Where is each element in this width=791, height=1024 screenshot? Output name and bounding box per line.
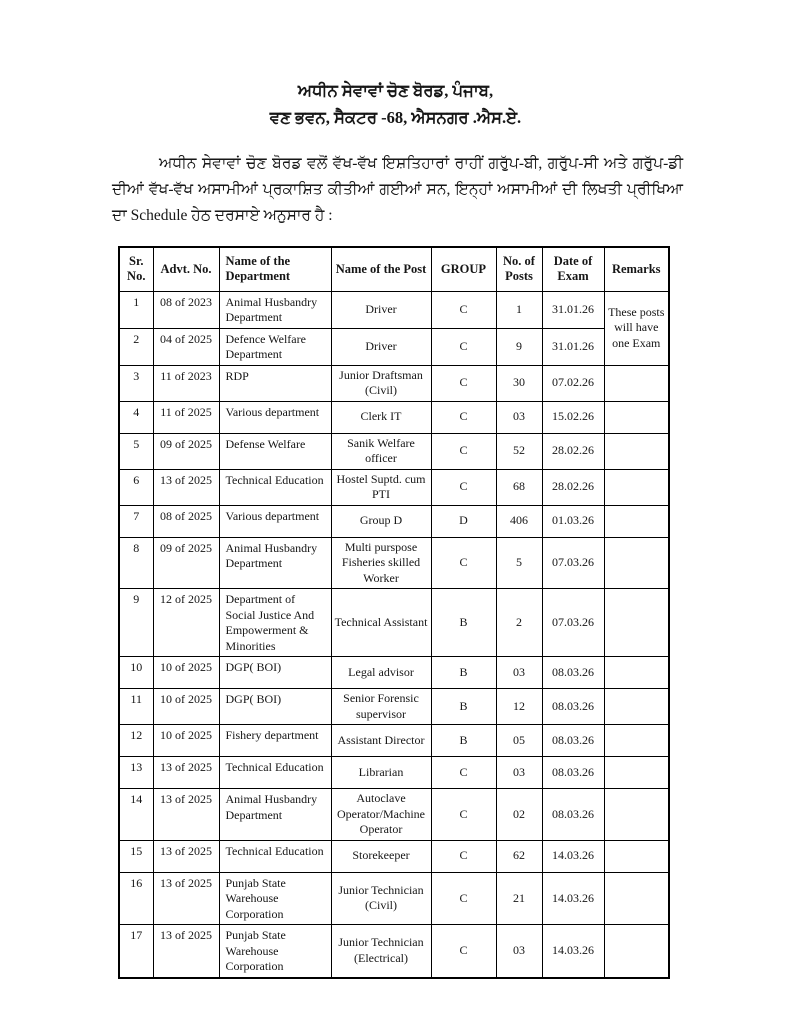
cell-post-name: Sanik Welfare officer [331,433,431,469]
cell-group: C [431,469,496,505]
cell-remarks [604,725,669,757]
table-row [119,589,669,657]
cell-department: Defense Welfare [219,433,331,469]
cell-sr-no: 9 [119,589,153,657]
cell-sr-no: 6 [119,469,153,505]
cell-advt-no: 13 of 2025 [153,789,219,841]
cell-sr-no: 7 [119,505,153,537]
cell-date-of-exam: 07.03.26 [542,537,604,589]
table-row [119,505,669,537]
cell-no-of-posts: 68 [496,469,542,505]
cell-advt-no: 10 of 2025 [153,657,219,689]
cell-sr-no: 16 [119,872,153,925]
cell-remarks [604,840,669,872]
cell-remarks [604,505,669,537]
cell-sr-no: 17 [119,925,153,978]
cell-advt-no: 08 of 2023 [153,291,219,328]
cell-department: Technical Education [219,469,331,505]
column-header-department: Name of the Department [219,247,331,291]
cell-remarks: These posts will have one Exam [604,291,669,365]
column-header-date-of-exam: Date of Exam [542,247,604,291]
cell-advt-no: 13 of 2025 [153,757,219,789]
column-header-post: Name of the Post [331,247,431,291]
cell-group: C [431,365,496,401]
table-row [119,433,669,469]
cell-remarks [604,401,669,433]
cell-department: Various department [219,505,331,537]
cell-sr-no: 5 [119,433,153,469]
cell-remarks [604,925,669,978]
table-row [119,689,669,725]
cell-date-of-exam: 07.02.26 [542,365,604,401]
cell-group: D [431,505,496,537]
cell-remarks [604,589,669,657]
cell-department: Technical Education [219,757,331,789]
cell-department: Punjab State Warehouse Corporation [219,925,331,978]
cell-no-of-posts: 12 [496,689,542,725]
cell-date-of-exam: 08.03.26 [542,789,604,841]
exam-schedule-table [118,246,670,979]
column-header-group: GROUP [431,247,496,291]
cell-post-name: Junior Technician (Electrical) [331,925,431,978]
table-row [119,657,669,689]
cell-department: Animal Husbandry Department [219,789,331,841]
cell-advt-no: 12 of 2025 [153,589,219,657]
cell-date-of-exam: 08.03.26 [542,725,604,757]
cell-post-name: Driver [331,328,431,365]
table-row [119,328,669,365]
cell-sr-no: 10 [119,657,153,689]
column-header-advt-no: Advt. No. [153,247,219,291]
cell-advt-no: 13 of 2025 [153,469,219,505]
cell-advt-no: 13 of 2025 [153,872,219,925]
cell-no-of-posts: 30 [496,365,542,401]
table-row [119,925,669,978]
cell-sr-no: 14 [119,789,153,841]
cell-post-name: Storekeeper [331,840,431,872]
cell-group: C [431,872,496,925]
document-title [0,0,791,131]
cell-advt-no: 08 of 2025 [153,505,219,537]
column-header-remarks: Remarks [604,247,669,291]
cell-no-of-posts: 21 [496,872,542,925]
cell-post-name: Autoclave Operator/Machine Operator [331,789,431,841]
cell-group: C [431,925,496,978]
table-row [119,725,669,757]
cell-post-name: Senior Forensic supervisor [331,689,431,725]
cell-sr-no: 11 [119,689,153,725]
cell-department: Fishery department [219,725,331,757]
cell-no-of-posts: 02 [496,789,542,841]
cell-group: C [431,328,496,365]
table-row [119,469,669,505]
cell-advt-no: 09 of 2025 [153,433,219,469]
cell-department: Animal Husbandry Department [219,291,331,328]
cell-remarks [604,657,669,689]
cell-remarks [604,365,669,401]
cell-group: C [431,537,496,589]
cell-sr-no: 4 [119,401,153,433]
table-row [119,401,669,433]
table-row [119,365,669,401]
cell-department: Animal Husbandry Department [219,537,331,589]
cell-post-name: Librarian [331,757,431,789]
cell-group: C [431,757,496,789]
cell-sr-no: 15 [119,840,153,872]
cell-group: C [431,789,496,841]
cell-remarks [604,789,669,841]
cell-date-of-exam: 28.02.26 [542,469,604,505]
cell-sr-no: 12 [119,725,153,757]
cell-department: DGP( BOI) [219,689,331,725]
cell-date-of-exam: 01.03.26 [542,505,604,537]
cell-sr-no: 3 [119,365,153,401]
cell-remarks [604,433,669,469]
cell-department: Defence Welfare Department [219,328,331,365]
cell-sr-no: 2 [119,328,153,365]
cell-post-name: Group D [331,505,431,537]
table-body [119,291,669,978]
cell-date-of-exam: 08.03.26 [542,657,604,689]
cell-department: DGP( BOI) [219,657,331,689]
cell-no-of-posts: 62 [496,840,542,872]
table-row [119,872,669,925]
cell-advt-no: 13 of 2025 [153,925,219,978]
cell-no-of-posts: 1 [496,291,542,328]
cell-post-name: Hostel Suptd. cum PTI [331,469,431,505]
cell-post-name: Assistant Director [331,725,431,757]
column-header-sr-no: Sr. No. [119,247,153,291]
cell-date-of-exam: 31.01.26 [542,291,604,328]
table-row [119,757,669,789]
table-header-row [119,247,669,291]
cell-department: Department of Social Justice And Empowerment & Minorities [219,589,331,657]
cell-advt-no: 04 of 2025 [153,328,219,365]
cell-advt-no: 11 of 2023 [153,365,219,401]
cell-department: Punjab State Warehouse Corporation [219,872,331,925]
cell-no-of-posts: 9 [496,328,542,365]
cell-advt-no: 13 of 2025 [153,840,219,872]
cell-department: Various department [219,401,331,433]
cell-no-of-posts: 03 [496,657,542,689]
cell-no-of-posts: 03 [496,925,542,978]
title-line-2: ਵਣ ਭਵਨ, ਸੈਕਟਰ -68, ਐਸਨਗਰ .ਐਸ.ਏ. [269,108,522,127]
cell-date-of-exam: 14.03.26 [542,872,604,925]
cell-sr-no: 13 [119,757,153,789]
cell-post-name: Technical Assistant [331,589,431,657]
cell-remarks [604,872,669,925]
cell-date-of-exam: 14.03.26 [542,925,604,978]
cell-department: RDP [219,365,331,401]
intro-paragraph: ਅਧੀਨ ਸੇਵਾਵਾਂ ਚੋਣ ਬੋਰਡ ਵਲੋਂ ਵੱਖ-ਵੱਖ ਇਸ਼ਤਿਹਾਰਾਂ ਰਾਹੀਂ ਗਰੁੱਪ-ਬੀ, ਗਰੁੱਪ-ਸੀ ਅਤੇ ਗਰੁੱਪ-ਡੀ ਦੀਆਂ ਵੱਖ-ਵੱਖ ਅਸਾਮੀਆਂ ਪ੍ਰਕਾਸ਼ਿਤ ਕੀਤੀਆਂ ਗਈਆਂ ਸਨ, ਇਨ੍ਹਾਂ ਅਸਾਮੀਆਂ ਦੀ ਲਿਖਤੀ ਪ੍ਰੀਖਿਆ ਦਾ Schedule ਹੇਠ ਦਰਸਾਏ ਅਨੁਸਾਰ ਹੈ : [112,155,683,224]
table-row [119,291,669,328]
cell-sr-no: 8 [119,537,153,589]
cell-post-name: Legal advisor [331,657,431,689]
cell-post-name: Clerk IT [331,401,431,433]
cell-group: B [431,657,496,689]
cell-date-of-exam: 14.03.26 [542,840,604,872]
cell-advt-no: 10 of 2025 [153,725,219,757]
cell-remarks [604,757,669,789]
cell-date-of-exam: 31.01.26 [542,328,604,365]
cell-group: B [431,725,496,757]
cell-post-name: Multi purspose Fisheries skilled Worker [331,537,431,589]
cell-group: B [431,689,496,725]
cell-post-name: Junior Technician (Civil) [331,872,431,925]
cell-no-of-posts: 05 [496,725,542,757]
cell-advt-no: 09 of 2025 [153,537,219,589]
table-row [119,789,669,841]
cell-group: C [431,401,496,433]
cell-date-of-exam: 08.03.26 [542,757,604,789]
cell-post-name: Driver [331,291,431,328]
cell-advt-no: 11 of 2025 [153,401,219,433]
cell-no-of-posts: 03 [496,757,542,789]
cell-no-of-posts: 52 [496,433,542,469]
cell-sr-no: 1 [119,291,153,328]
cell-remarks [604,537,669,589]
cell-group: C [431,840,496,872]
cell-department: Technical Education [219,840,331,872]
cell-no-of-posts: 5 [496,537,542,589]
cell-group: C [431,433,496,469]
cell-group: C [431,291,496,328]
cell-no-of-posts: 03 [496,401,542,433]
cell-date-of-exam: 15.02.26 [542,401,604,433]
cell-remarks [604,689,669,725]
title-line-1: ਅਧੀਨ ਸੇਵਾਵਾਂ ਚੋਣ ਬੋਰਡ, ਪੰਜਾਬ, [297,81,494,100]
cell-advt-no: 10 of 2025 [153,689,219,725]
cell-group: B [431,589,496,657]
table-row [119,840,669,872]
cell-remarks [604,469,669,505]
cell-no-of-posts: 406 [496,505,542,537]
cell-post-name: Junior Draftsman (Civil) [331,365,431,401]
column-header-no-of-posts: No. of Posts [496,247,542,291]
cell-no-of-posts: 2 [496,589,542,657]
cell-date-of-exam: 28.02.26 [542,433,604,469]
cell-date-of-exam: 07.03.26 [542,589,604,657]
table-row [119,537,669,589]
cell-date-of-exam: 08.03.26 [542,689,604,725]
